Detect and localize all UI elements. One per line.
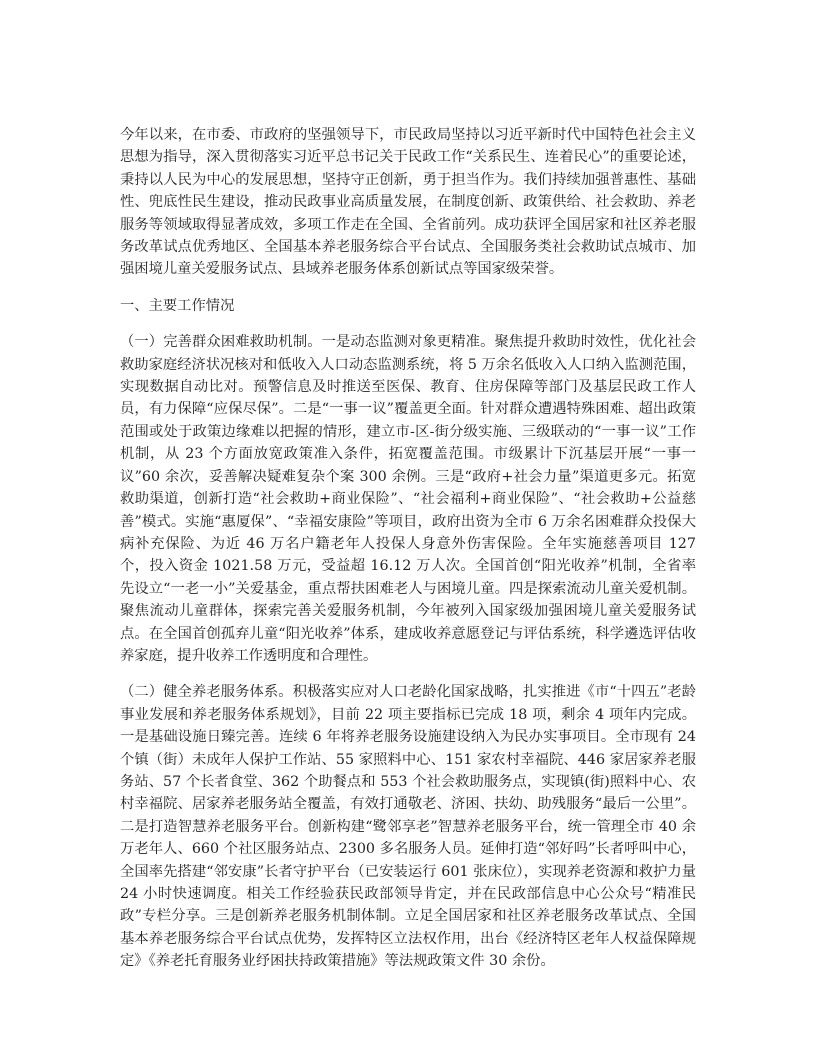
intro-paragraph: 今年以来，在市委、市政府的坚强领导下，市民政局坚持以习近平新时代中国特色社会主义思想为指导，深入贯彻落实习近平总书记关于民政工作“关系民生、连着民心”的重要论述，秉持以人民为中心的发展思想，坚持守正创新，勇于担当作为。我们持续加强普惠性、基础性、兜底性民生建设，推动民政事业高质量发展，在制度创新、政策供给、社会救助、养老服务等领域取得显著成效，多项工作走在全国、全省前列。成功获评全国居家和社区养老服务改革试点优秀地区、全国基本养老服务综合平台试点、全国服务类社会救助试点城市、加强困境儿童关爱服务试点、县域养老服务体系创新试点等国家级荣誉。 [120, 127, 696, 278]
document-body [120, 124, 696, 987]
section-heading: 一、主要工作情况 [120, 297, 235, 314]
paragraph-elderly-care: （二）健全养老服务体系。积极落实应对人口老龄化国家战略，扎实推进《市“十四五”老龄事业发展和养老服务体系规划》，目前 22 项主要指标已完成 18 项，剩余 4 项年内完成。一是基础设施日臻完善。连续 6 年将养老服务设施建设纳入为民办实事项目。全市现有 24 个镇（街）未成年人保护工作站、55 家照料中心、151 家农村幸福院、446 家居家养老服务站、57 个长者食堂、362 个助餐点和 553 个社会救助服务点，实现镇(街)照料中心、农村幸福院、居家养老服务站全覆盖，有效打通敬老、济困、扶幼、助残服务“最后一公里”。二是打造智慧养老服务平台。创新构建“鹭邻享老”智慧养老服务平台，统一管理全市 40 余万老年人、660 个社区服务站点、2300 多名服务人员。延伸打造“邻好吗”长者呼叫中心，全国率先搭建“邻安康”长者守护平台（已安装运行 601 张床位），实现养老资源和救护力量 24 小时快速调度。相关工作经验获民政部领导肯定，并在民政部信息中心公众号“精准民政”专栏分享。三是创新养老服务机制体制。立足全国居家和社区养老服务改革试点、全国基本养老服务综合平台试点优势，发挥特区立法权作用，出台《经济特区老年人权益保障规定》《养老托育服务业纾困扶持政策措施》等法规政策文件 30 余份。 [120, 684, 696, 970]
paragraph-social-assistance: （一）完善群众困难救助机制。一是动态监测对象更精准。聚焦提升救助时效性，优化社会救助家庭经济状况核对和低收入人口动态监测系统，将 5 万余名低收入人口纳入监测范围，实现数据自动比对。预警信息及时推送至医保、教育、住房保障等部门及基层民政工作人员，有力保障“应保尽保”。二是“一事一议”覆盖更全面。针对群众遭遇特殊困难、超出政策范围或处于政策边缘难以把握的情形，建立市-区-街分级实施、三级联动的“一事一议”工作机制，从 23 个方面放宽政策准入条件，拓宽覆盖范围。市级累计下沉基层开展“一事一议”60 余次，妥善解决疑难复杂个案 300 余例。三是“政府+社会力量”渠道更多元。拓宽救助渠道，创新打造“社会救助+商业保险”、“社会福利+商业保险”、“社会救助+公益慈善”模式。实施“惠厦保”、“幸福安康险”等项目，政府出资为全市 6 万余名困难群众投保大病补充保险、为近 46 万名户籍老年人投保人身意外伤害保险。全年实施慈善项目 127 个，投入资金 1021.58 万元，受益超 16.12 万人次。全国首创“阳光收养”机制，全省率先设立“一老一小”关爱基金，重点帮扶困难老人与困境儿童。四是探索流动儿童关爱机制。聚焦流动儿童群体，探索完善关爱服务机制，今年被列入国家级加强困境儿童关爱服务试点。在全国首创孤弃儿童“阳光收养”体系，建成收养意愿登记与评估系统，科学遴选评估收养家庭，提升收养工作透明度和合理性。 [120, 334, 696, 664]
